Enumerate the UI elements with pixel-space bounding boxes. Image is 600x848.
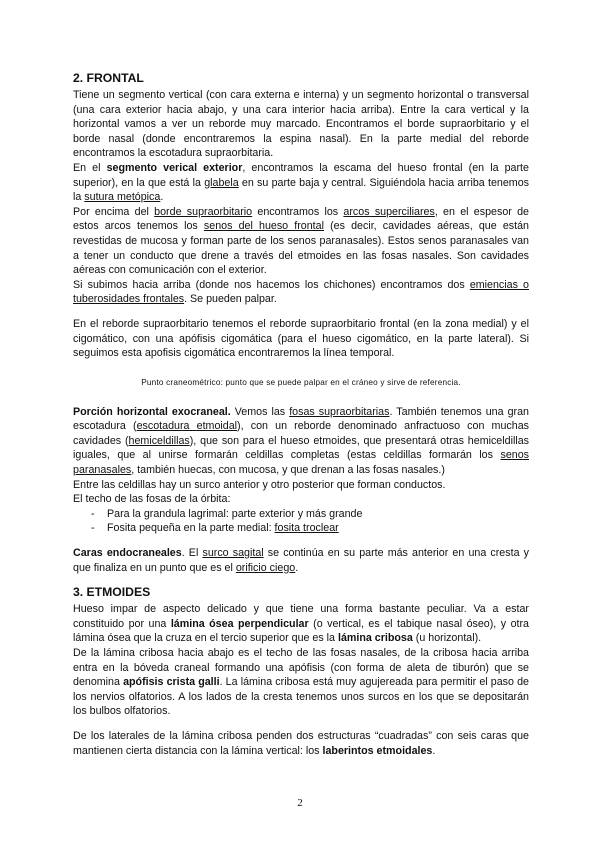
text: en su parte baja y central. Siguiéndola hacia arriba tenemos la <box>73 176 529 204</box>
section-heading-frontal: 2. FRONTAL <box>73 71 144 85</box>
page-number: 2 <box>297 797 303 809</box>
text: En el <box>73 161 107 174</box>
text: (es decir, cavidades aéreas, que están revestidas de mucosa y forman parte de los senos paranasales). Estos senos paranasales van a tener un conducto que drene a través del etmoides en las fosas nasales. Son cavidades aéreas con comunicación con el exterior. <box>73 220 529 277</box>
spacer <box>73 719 529 729</box>
spacer <box>73 307 529 317</box>
spacer <box>73 536 529 546</box>
bold-term: laberintos etmoidales <box>322 744 433 757</box>
document-page <box>73 71 529 758</box>
underlined-term-sutura: sutura metópica <box>84 191 161 204</box>
etmoides-paragraph-2 <box>73 646 529 719</box>
text: . La lámina cribosa está muy agujereada para permitir el paso de los nervios olfatorios. A los lados de la cresta tenemos unos surcos en los que se depositarán los bulbos olfatorios. <box>73 676 529 718</box>
bold-term: segmento verical exterior <box>106 161 243 174</box>
bold-term: Caras endocraneales <box>73 547 182 560</box>
text: ), que son para el hueso etmoides, que presentará otras hemiceldillas iguales, que al unirse formarán celdillas completas (estas celdillas formarán los <box>73 434 529 462</box>
underlined-term: borde supraorbitario <box>154 205 253 218</box>
underlined-term: arcos superciliares <box>343 205 435 218</box>
note-punto-craneometrico: Punto craneométrico: punto que se puede palpar en el cráneo y sirve de referencia. <box>141 377 461 387</box>
frontal-paragraph-8: El techo de las fosas de la órbita: <box>73 493 231 506</box>
underlined-term: hemiceldillas <box>128 434 190 447</box>
bold-term: apófisis crista galli <box>123 676 220 689</box>
underlined-term: fosita troclear <box>274 522 339 535</box>
list-item <box>91 521 529 536</box>
text: encontramos los <box>252 205 344 218</box>
text: Por encima del <box>73 205 155 218</box>
frontal-paragraph-9 <box>73 546 529 575</box>
frontal-paragraph-2 <box>73 161 529 205</box>
text: ), con un reborde denominado anfractuoso con muchas cavidades ( <box>73 420 529 447</box>
text: . <box>432 744 436 757</box>
text: se continúa en su parte más anterior en una cresta y que finaliza en un punto que es el <box>73 547 529 574</box>
frontal-paragraph-7: Entre las celdillas hay un surco anterior y otro posterior que forman conductos. <box>73 478 446 491</box>
frontal-paragraph-4 <box>73 278 529 307</box>
list-item: - Para la grandula lagrimal: parte exterior y más grande <box>91 507 529 522</box>
etmoides-paragraph-3 <box>73 729 529 758</box>
text: . <box>295 561 299 574</box>
bold-term: Porción horizontal exocraneal. <box>73 405 231 418</box>
frontal-paragraph-6 <box>73 405 529 478</box>
etmoides-paragraph-1 <box>73 602 529 646</box>
text: De la lámina cribosa hacia abajo es el techo de las fosas nasales, de la cribosa hacia arriba entra en la bóveda craneal formando una apófisis (con forma de aleta de tiburón) que se denomina <box>73 647 529 689</box>
text: , encontramos la escama del hueso frontal (en la parte superior), en la que está la <box>73 161 529 189</box>
underlined-term: escotadura etmoidal <box>136 420 238 433</box>
section-heading-etmoides: 3. ETMOIDES <box>73 585 151 600</box>
frontal-paragraph-5: En el reborde supraorbitario tenemos el reborde supraorbitario frontal (en la zona medial) y el cigomático, con una apófisis cigomática (para el hueso cigomático, en la parte lateral). Si seguimos esta apofisis cigomática encontraremos la línea temporal. <box>73 317 529 360</box>
text: (u horizontal). <box>412 632 482 645</box>
text: . El <box>181 547 203 560</box>
orbit-roof-list <box>73 507 529 536</box>
text: Vemos las <box>230 405 290 418</box>
text: Si subimos hacia arriba (donde nos hacemos los chichones) encontramos dos <box>73 278 470 291</box>
text: De los laterales de la lámina cribosa penden dos estructuras “cuadradas” con seis caras que mantienen cierta distancia con la lámina vertical: los <box>73 729 529 757</box>
text: . <box>160 191 164 204</box>
text: . También tenemos una gran escotadura ( <box>73 405 529 433</box>
text: Hueso impar de aspecto delicado y que tiene una forma bastante peculiar. Va a estar constituido por una <box>73 603 529 630</box>
underlined-term: fosas supraorbitarias <box>289 405 390 418</box>
text: , en el espesor de estos arcos tenemos los <box>73 205 529 233</box>
text: (o vertical, es el tabique nasal óseo), y otra lámina ósea que la cruza en el tercio superior que es la <box>73 617 529 645</box>
underlined-term: orificio ciego <box>235 561 296 574</box>
bold-term: lámina ósea perpendicular <box>170 617 309 630</box>
spacer <box>73 575 529 585</box>
underlined-term: senos del hueso frontal <box>203 220 324 233</box>
text: , también huecas, con mucosa, y que drenan a las fosas nasales.) <box>131 464 445 477</box>
frontal-paragraph-1: Tiene un segmento vertical (con cara externa e interna) y un segmento horizontal o transversal (una cara exterior hacia abajo, y una cara interior hacia arriba). Entre la cara vertical y la horizontal vamos a ver un reborde muy marcado. Encontramos el borde supraorbitario y el borde nasal (donde encontraremos la espina nasal). En la parte medial del reborde encontramos la escotadura supraorbitaria. <box>73 89 529 160</box>
underlined-term-glabela: glabela <box>204 176 239 189</box>
frontal-paragraph-3 <box>73 205 529 278</box>
underlined-term: senos paranasales <box>73 449 529 477</box>
text: Fosita pequeña en la parte medial: <box>107 522 275 535</box>
underlined-term: surco sagital <box>202 547 264 560</box>
text: . Se pueden palpar. <box>184 293 277 306</box>
bold-term: lámina cribosa <box>337 632 413 645</box>
underlined-term: emiencias o tuberosidades frontales <box>73 278 529 306</box>
